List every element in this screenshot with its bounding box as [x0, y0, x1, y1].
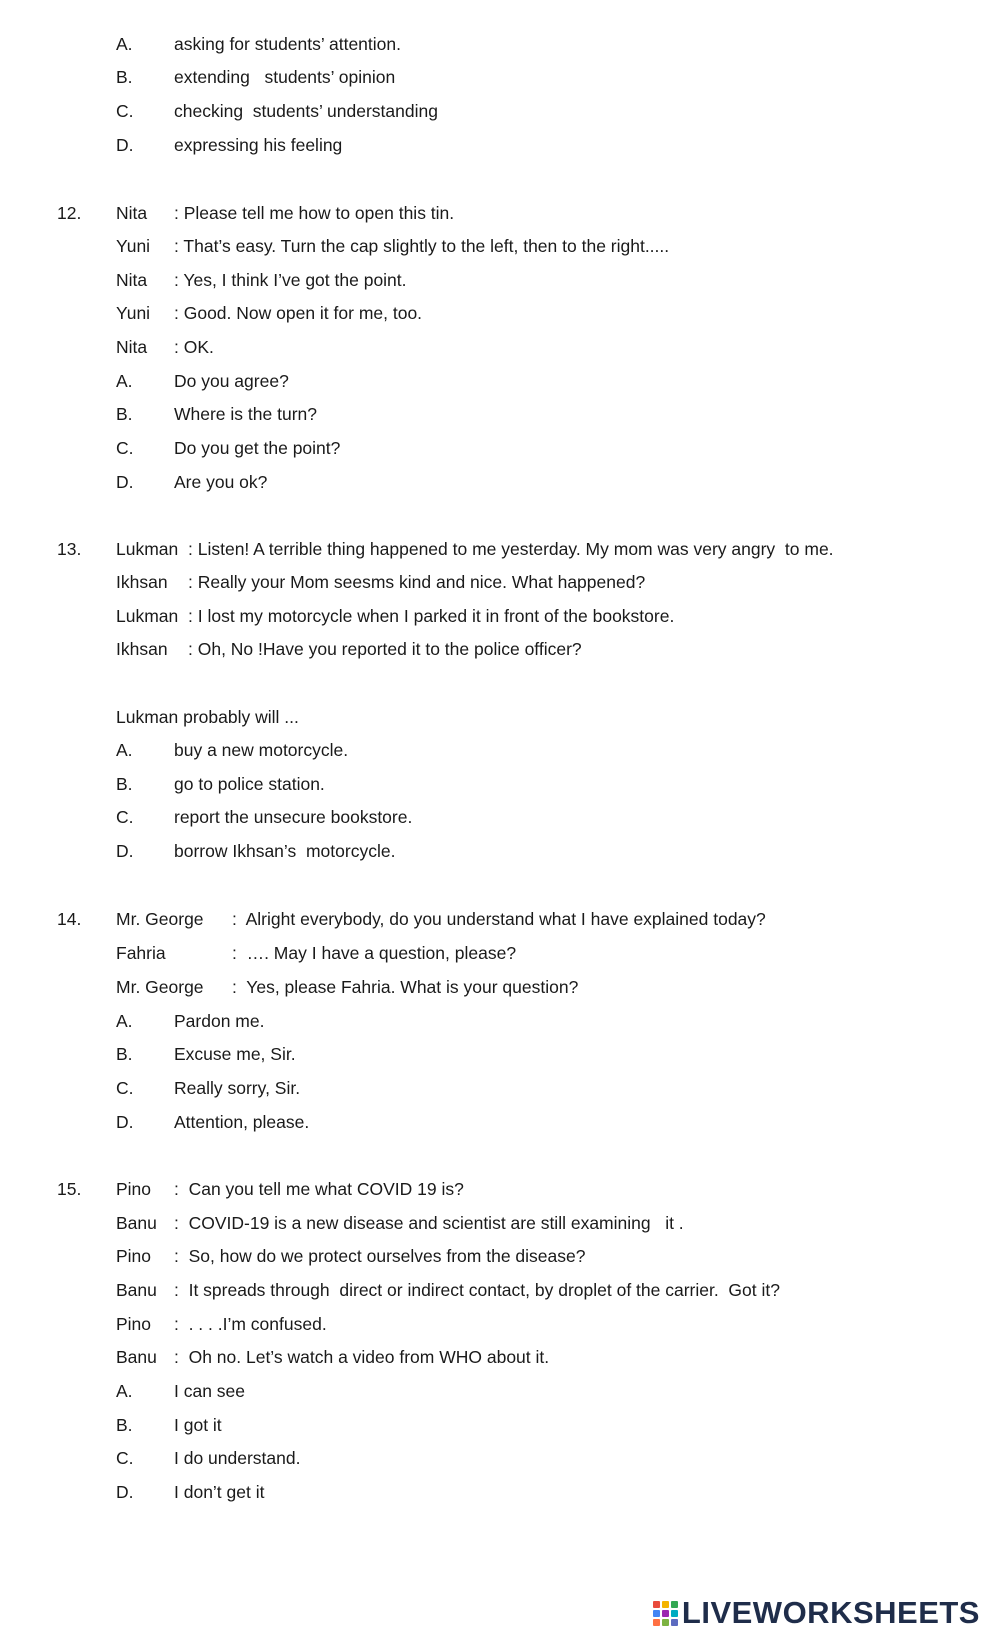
dialogue-text: : Listen! A terrible thing happened to me yesterday. My mom was very angry to me. [188, 539, 834, 559]
dialogue-text: : Oh, No !Have you reported it to the police officer? [188, 639, 582, 659]
option-text: I don’t get it [174, 1482, 265, 1502]
question-prompt: Lukman probably will ... [116, 707, 299, 727]
option-letter: B. [116, 67, 133, 87]
option-text: I do understand. [174, 1448, 301, 1468]
dialogue-text: : Good. Now open it for me, too. [174, 303, 423, 323]
dialogue-text: : I lost my motorcycle when I parked it in front of the bookstore. [188, 606, 675, 626]
option-text: Attention, please. [174, 1112, 310, 1132]
dialogue-speaker: Lukman [116, 539, 179, 559]
option-letter: A. [116, 1381, 133, 1401]
dialogue-speaker: Banu [116, 1280, 157, 1300]
dialogue-text: : Yes, I think I’ve got the point. [174, 270, 407, 290]
option-text: Excuse me, Sir. [174, 1044, 296, 1064]
option-text: I can see [174, 1381, 246, 1401]
logo-grid-icon [653, 1601, 678, 1626]
option-letter: A. [116, 371, 133, 391]
option-letter: C. [116, 1448, 134, 1468]
dialogue-text: : Really your Mom seesms kind and nice. What happened? [188, 572, 646, 592]
logo-square [671, 1601, 678, 1608]
option-text: Really sorry, Sir. [174, 1078, 301, 1098]
option-letter: B. [116, 404, 133, 424]
option-letter: D. [116, 1482, 134, 1502]
option-text: go to police station. [174, 774, 325, 794]
dialogue-speaker: Ikhsan [116, 639, 168, 659]
option-text: report the unsecure bookstore. [174, 807, 413, 827]
logo-square [662, 1619, 669, 1626]
option-letter: A. [116, 1011, 133, 1031]
dialogue-speaker: Mr. George [116, 977, 204, 997]
option-letter: C. [116, 438, 134, 458]
option-letter: C. [116, 101, 134, 121]
option-text: I got it [174, 1415, 222, 1435]
dialogue-speaker: Yuni [116, 236, 151, 256]
option-text: asking for students’ attention. [174, 34, 401, 54]
logo-square [671, 1619, 678, 1626]
option-text: buy a new motorcycle. [174, 740, 349, 760]
dialogue-text: : That’s easy. Turn the cap slightly to the left, then to the right..... [174, 236, 670, 256]
dialogue-text: : OK. [174, 337, 214, 357]
option-letter: D. [116, 1112, 134, 1132]
dialogue-speaker: Nita [116, 203, 148, 223]
dialogue-speaker: Fahria [116, 943, 166, 963]
dialogue-speaker: Nita [116, 270, 148, 290]
dialogue-speaker: Mr. George [116, 909, 204, 929]
liveworksheets-logo [653, 1595, 980, 1631]
option-letter: A. [116, 34, 133, 54]
logo-square [671, 1610, 678, 1617]
option-text: Where is the turn? [174, 404, 317, 424]
logo-square [653, 1601, 660, 1608]
option-letter: D. [116, 472, 134, 492]
dialogue-text: : . . . .I’m confused. [174, 1314, 327, 1334]
option-text: Are you ok? [174, 472, 268, 492]
option-letter: B. [116, 774, 133, 794]
dialogue-text: : Oh no. Let’s watch a video from WHO about it. [174, 1347, 550, 1367]
logo-square [662, 1610, 669, 1617]
dialogue-text: : Please tell me how to open this tin. [174, 203, 455, 223]
dialogue-speaker: Banu [116, 1213, 157, 1233]
dialogue-text: : Alright everybody, do you understand what I have explained today? [232, 909, 766, 929]
dialogue-text: : It spreads through direct or indirect contact, by droplet of the carrier. Got it? [174, 1280, 780, 1300]
option-letter: B. [116, 1044, 133, 1064]
dialogue-speaker: Banu [116, 1347, 157, 1367]
option-letter: D. [116, 841, 134, 861]
option-letter: A. [116, 740, 133, 760]
question-number: 12. [57, 203, 82, 223]
dialogue-speaker: Nita [116, 337, 148, 357]
option-letter: C. [116, 807, 134, 827]
option-text: expressing his feeling [174, 135, 343, 155]
question-number: 15. [57, 1179, 82, 1199]
dialogue-speaker: Ikhsan [116, 572, 168, 592]
option-text: Do you agree? [174, 371, 289, 391]
option-text: borrow Ikhsan’s motorcycle. [174, 841, 396, 861]
logo-square [653, 1619, 660, 1626]
logo-square [653, 1610, 660, 1617]
option-letter: D. [116, 135, 134, 155]
option-letter: C. [116, 1078, 134, 1098]
question-number: 14. [57, 909, 82, 929]
dialogue-text: : …. May I have a question, please? [232, 943, 517, 963]
logo-square [662, 1601, 669, 1608]
option-text: checking students’ understanding [174, 101, 438, 121]
dialogue-text: : Can you tell me what COVID 19 is? [174, 1179, 464, 1199]
dialogue-text: : Yes, please Fahria. What is your question? [232, 977, 579, 997]
question-number: 13. [57, 539, 82, 559]
option-text: extending students’ opinion [174, 67, 396, 87]
option-text: Do you get the point? [174, 438, 341, 458]
option-letter: B. [116, 1415, 133, 1435]
dialogue-speaker: Pino [116, 1246, 152, 1266]
logo-text: LIVEWORKSHEETS [681, 1595, 980, 1630]
dialogue-text: : COVID-19 is a new disease and scientist are still examining it . [174, 1213, 684, 1233]
dialogue-speaker: Yuni [116, 303, 151, 323]
dialogue-speaker: Pino [116, 1179, 152, 1199]
dialogue-text: : So, how do we protect ourselves from the disease? [174, 1246, 586, 1266]
dialogue-speaker: Lukman [116, 606, 179, 626]
option-text: Pardon me. [174, 1011, 265, 1031]
dialogue-speaker: Pino [116, 1314, 152, 1334]
